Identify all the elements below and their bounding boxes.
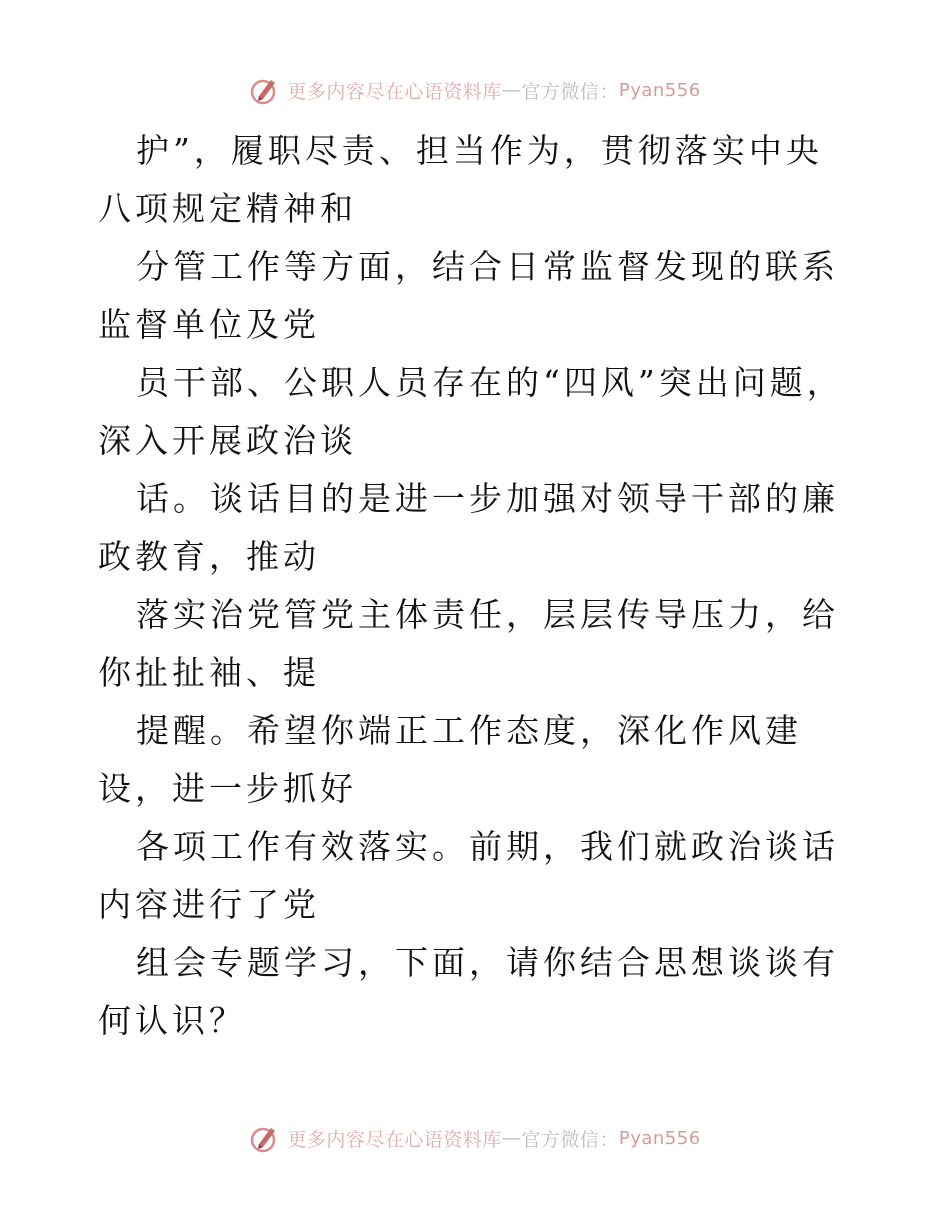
watermark-separator: —: [501, 1127, 522, 1149]
document-body: [98, 122, 858, 1050]
paragraph-line: 落实治党管党主体责任，层层传导压力，给你扯扯袖、提: [98, 595, 839, 692]
pen-logo-icon: [249, 1122, 281, 1154]
header-watermark: [0, 74, 950, 106]
watermark-account: Pyan556: [618, 79, 701, 101]
paragraph-line: 提醒。希望你端正工作态度，深化作风建设，进一步抓好: [98, 711, 802, 808]
pen-logo-icon: [249, 74, 281, 106]
watermark-brand: 更多内容尽在心语资料库: [287, 80, 502, 103]
watermark-brand: 更多内容尽在心语资料库: [287, 1128, 502, 1151]
paragraph-line: 话。谈话目的是进一步加强对领导干部的廉政教育，推动: [98, 479, 839, 576]
paragraph-line: 分管工作等方面，结合日常监督发现的联系监督单位及党: [98, 247, 839, 344]
paragraph-line: 组会专题学习，下面，请你结合思想谈谈有何认识？: [98, 943, 839, 1040]
paragraph-line: 护”，履职尽责、担当作为，贯彻落实中央八项规定精神和: [98, 131, 823, 228]
paragraph-line: 各项工作有效落实。前期，我们就政治谈话内容进行了党: [98, 827, 839, 924]
paragraph-line: 员干部、公职人员存在的“四风”突出问题，深入开展政治谈: [98, 363, 844, 460]
watermark-label: 官方微信：: [521, 1128, 619, 1151]
footer-watermark: [0, 1122, 950, 1154]
watermark-account: Pyan556: [618, 1127, 701, 1149]
watermark-separator: —: [501, 79, 522, 101]
watermark-label: 官方微信：: [521, 80, 619, 103]
